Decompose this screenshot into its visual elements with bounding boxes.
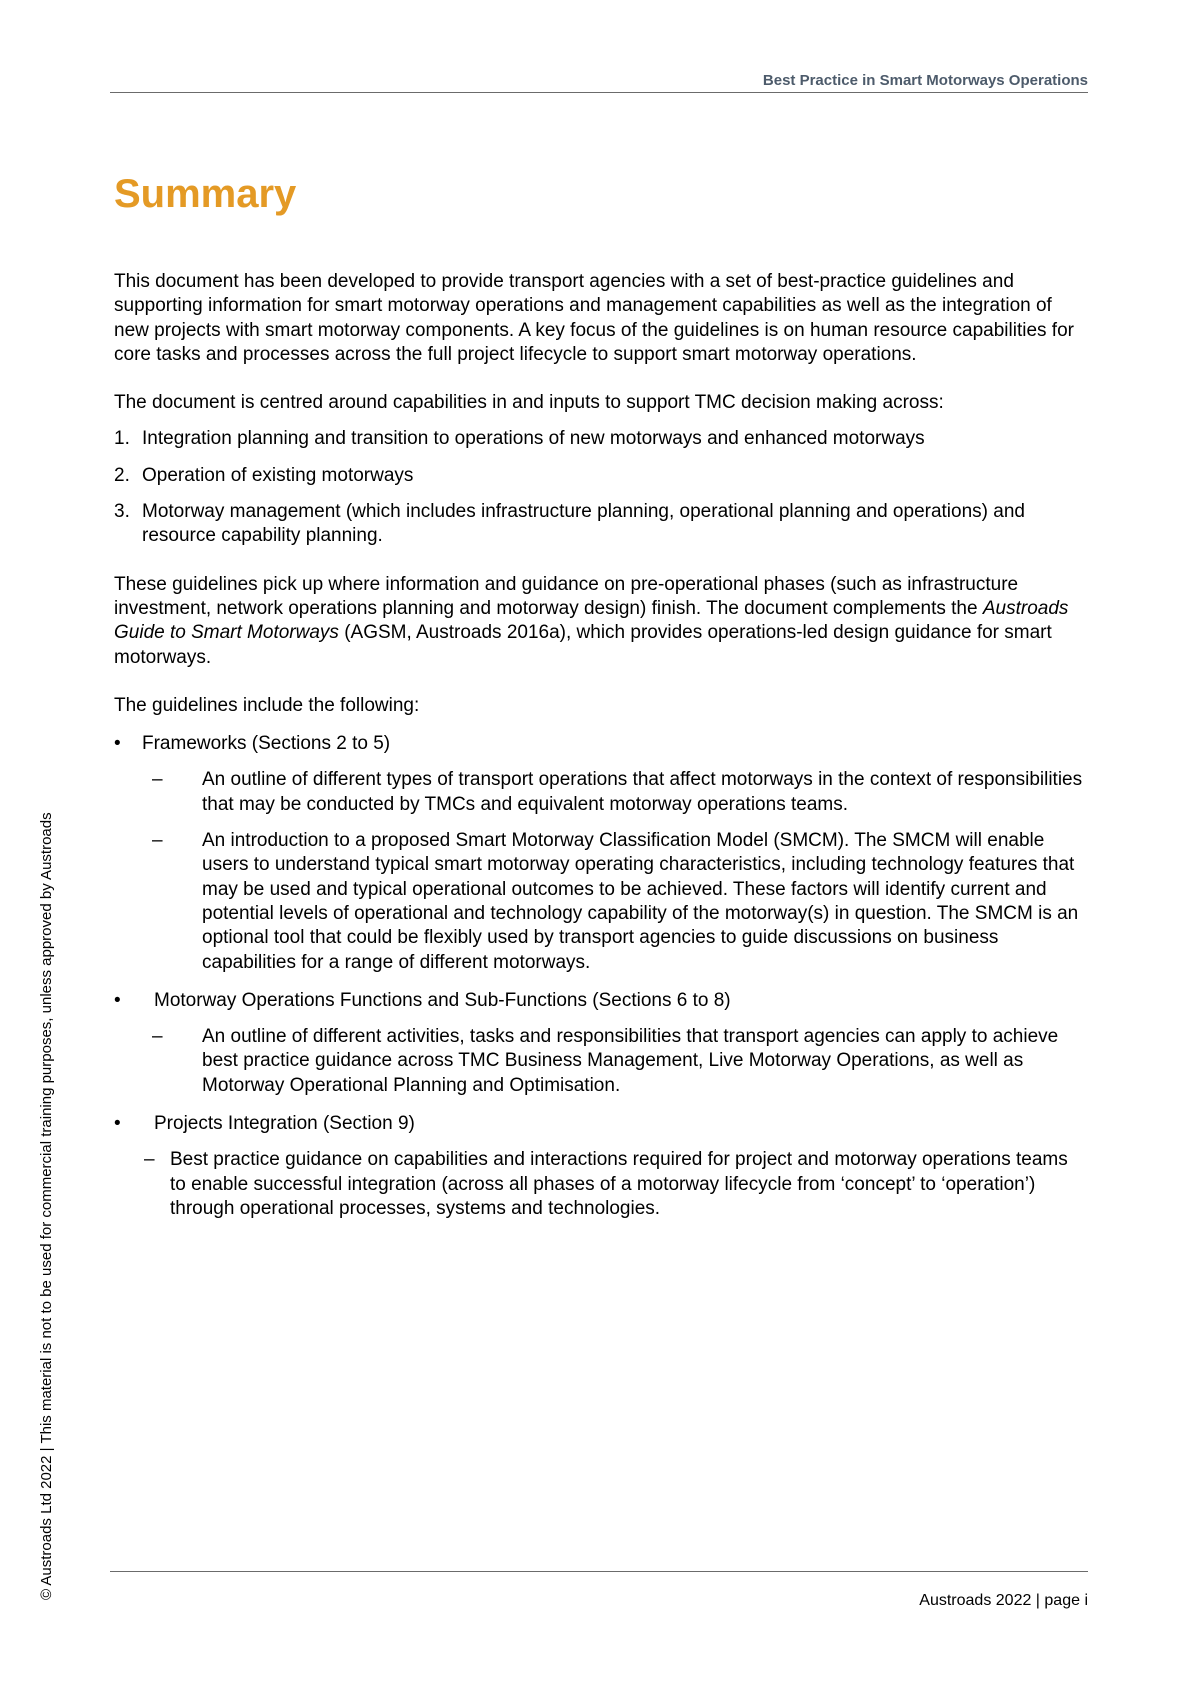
bullet-icon: •: [114, 989, 121, 1011]
bullet-text: Projects Integration (Section 9): [154, 1113, 415, 1135]
bullet-item-functions: [114, 989, 1084, 1098]
bullet-icon: •: [114, 1113, 121, 1135]
list-number: 1.: [114, 428, 130, 450]
summary-body: [114, 270, 1084, 1235]
centred-paragraph: The document is centred around capabilities in and inputs to support TMC decision making across:: [114, 392, 944, 414]
list-item-text: Integration planning and transition to operations of new motorways and enhanced motorways: [142, 428, 925, 450]
list-item-text: Operation of existing motorways: [142, 464, 414, 486]
page-title: Summary: [114, 172, 297, 216]
dash-icon: –: [152, 769, 163, 791]
footer-rule: [110, 1571, 1088, 1572]
include-paragraph: The guidelines include the following:: [114, 694, 420, 716]
guide-title: Austroads Guide to Smart Motorways: [114, 597, 1069, 644]
bullet-text: Motorway Operations Functions and Sub-Functions (Sections 6 to 8): [154, 989, 731, 1011]
list-item: [114, 500, 1084, 549]
guidelines-text-start: These guidelines pick up where information and guidance on pre-operational phases (such as infrastructure investment, network operations planning and motorway design) finish. The document complements the: [114, 573, 1019, 619]
bullet-item-projects: [114, 1112, 1084, 1221]
sub-list: [114, 1025, 1084, 1098]
sub-list: [114, 768, 1084, 974]
bullet-text: Frameworks (Sections 2 to 5): [142, 733, 391, 755]
running-header: Best Practice in Smart Motorways Operations: [762, 72, 1088, 89]
sub-item: [114, 829, 1084, 975]
sub-item-text: Best practice guidance on capabilities and interactions required for project and motorway operations teams to enable successful integration (across all phases of a motorway lifecycle from ‘concept’ to ‘operation’) through operational processes, systems and technologies.: [170, 1149, 1068, 1219]
bullet-list: [114, 732, 1084, 1221]
numbered-list: [114, 427, 1084, 548]
guidelines-paragraph: [114, 573, 1084, 670]
intro-paragraph: This document has been developed to provide transport agencies with a set of best-practice guidelines and supporting information for smart motorway operations and management capabilities as well as the integration of new projects with smart motorway components. A key focus of the guidelines is on human resource capabilities for core tasks and processes across the full project lifecycle to support smart motorway operations.: [114, 271, 1074, 365]
bullet-item-frameworks: [114, 732, 1084, 975]
list-item-text: Motorway management (which includes infrastructure planning, operational planning and operations) and resource capability planning.: [142, 501, 1025, 547]
guidelines-text-end: (AGSM, Austroads 2016a), which provides operations-led design guidance for smart motorways.: [114, 622, 1052, 668]
list-item: [114, 427, 1084, 451]
dash-icon: –: [152, 1026, 163, 1048]
dash-icon: –: [144, 1149, 155, 1171]
page-number-label: Austroads 2022 | page i: [919, 1592, 1088, 1609]
bullet-icon: •: [114, 733, 121, 755]
sub-item: [114, 1025, 1084, 1098]
dash-icon: –: [152, 830, 163, 852]
sub-list: [114, 1148, 1084, 1221]
sub-item: [114, 1148, 1084, 1221]
header-rule: [110, 92, 1088, 93]
sub-item-text: An outline of different types of transport operations that affect motorways in the context of responsibilities that may be conducted by TMCs and equivalent motorway operations teams.: [202, 769, 1083, 815]
sub-item-text: An introduction to a proposed Smart Motorway Classification Model (SMCM). The SMCM will enable users to understand typical smart motorway operating characteristics, including technology features that may be used and typical operational outcomes to be achieved. These factors will identify current and potential levels of operational and technology capability of the motorway(s) in question. The SMCM is an optional tool that could be flexibly used by transport agencies to guide discussions on business capabilities for a range of different motorways.: [202, 830, 1079, 973]
sub-item: [114, 768, 1084, 817]
list-item: [114, 464, 1084, 488]
copyright-notice: © Austroads Ltd 2022 | This material is not to be used for commercial training purposes, unless approved by Austroads: [38, 812, 55, 1600]
sub-item-text: An outline of different activities, tasks and responsibilities that transport agencies can apply to achieve best practice guidance across TMC Business Management, Live Motorway Operations, as well as Motorway Operational Planning and Optimisation.: [202, 1026, 1059, 1096]
list-number: 2.: [114, 464, 130, 486]
list-number: 3.: [114, 501, 130, 523]
